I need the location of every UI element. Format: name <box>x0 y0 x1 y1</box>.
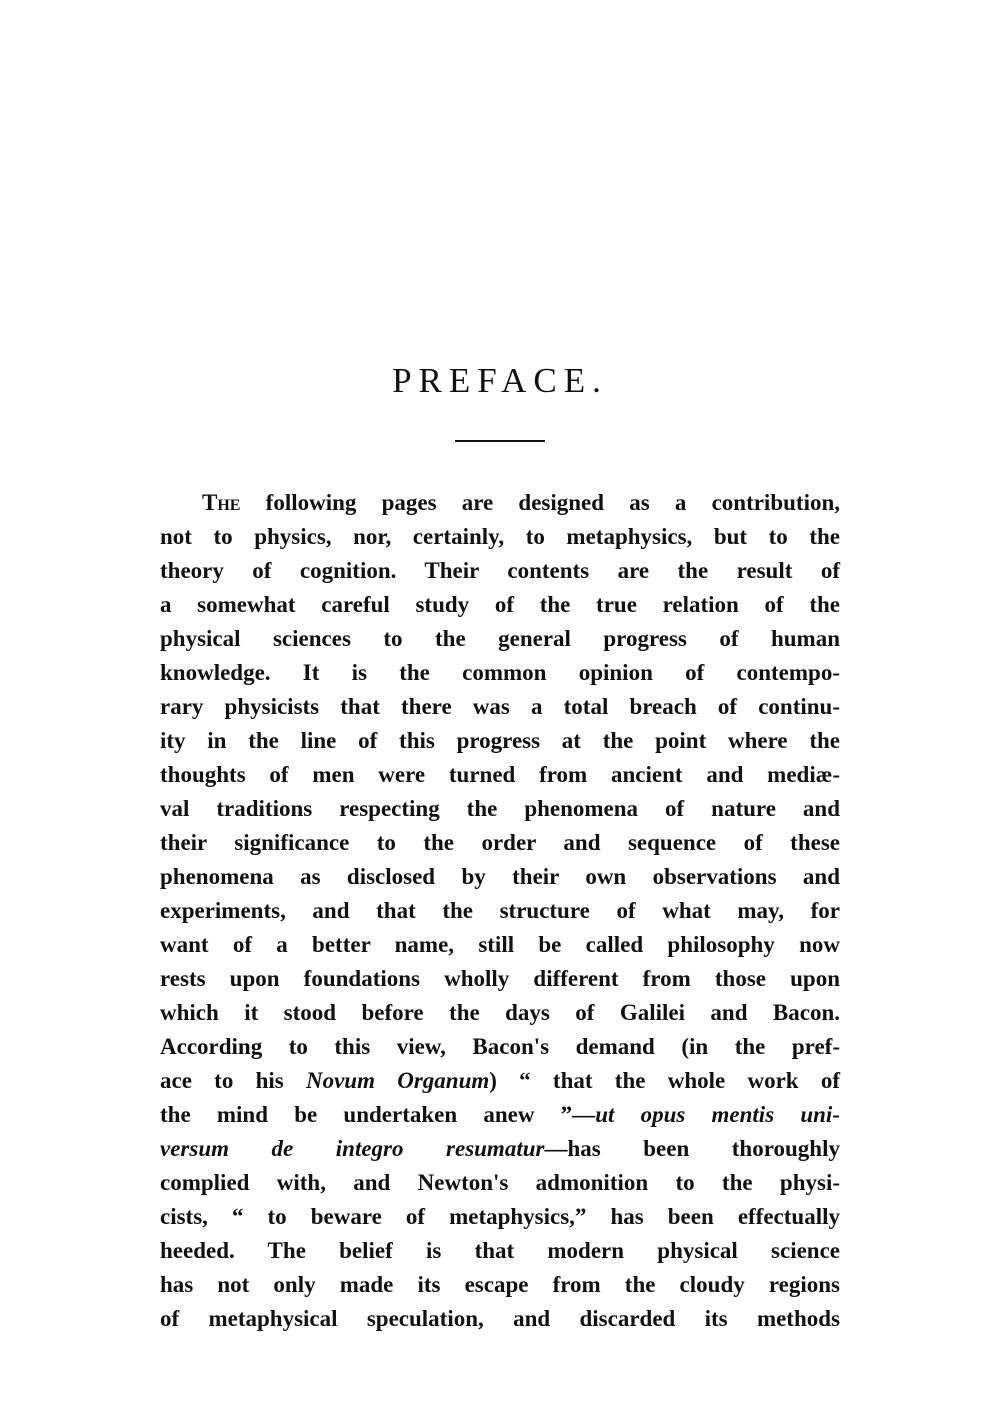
text-run: their significance to the order and sequence of these <box>160 830 840 855</box>
text-run: complied with, and Newton's admonition to the physi- <box>160 1170 840 1195</box>
text-run: theory of cognition. Their contents are the result of <box>160 558 840 583</box>
text-run: rary physicists that there was a total breach of continu- <box>160 694 840 719</box>
text-line <box>160 996 840 1030</box>
text-line <box>160 520 840 554</box>
text-run: thoughts of men were turned from ancient and mediæ- <box>160 762 840 787</box>
text-run: a somewhat careful study of the true relation of the <box>160 592 840 617</box>
text-line <box>160 1234 840 1268</box>
text-line <box>160 486 840 520</box>
text-line <box>160 554 840 588</box>
text-run: cists, “ to beware of metaphysics,” has been effectually <box>160 1204 840 1229</box>
text-line <box>160 826 840 860</box>
text-run: has not only made its escape from the cloudy regions <box>160 1272 840 1297</box>
text-line <box>160 1030 840 1064</box>
italic-text: ut opus mentis uni- <box>595 1102 840 1127</box>
text-run: phenomena as disclosed by their own observations and <box>160 864 840 889</box>
text-run: val traditions respecting the phenomena of nature and <box>160 796 840 821</box>
text-line <box>160 1064 840 1098</box>
text-line <box>160 588 840 622</box>
text-line <box>160 860 840 894</box>
text-line <box>160 928 840 962</box>
text-line <box>160 656 840 690</box>
text-run: —has been thoroughly <box>544 1136 840 1161</box>
text-line <box>160 1268 840 1302</box>
text-line <box>160 758 840 792</box>
text-line <box>160 724 840 758</box>
text-run: According to this view, Bacon's demand (in the pref- <box>160 1034 840 1059</box>
text-run: ace to his <box>160 1068 306 1093</box>
small-caps-text: The <box>202 490 241 515</box>
text-run: the mind be undertaken anew ”— <box>160 1102 596 1127</box>
text-line <box>160 962 840 996</box>
text-run: of metaphysical speculation, and discarded its methods <box>160 1306 840 1331</box>
text-line <box>160 894 840 928</box>
text-run: physical sciences to the general progress of human <box>160 626 840 651</box>
title-divider <box>455 440 545 442</box>
text-run: want of a better name, still be called philosophy now <box>160 932 840 957</box>
text-line <box>160 792 840 826</box>
text-line <box>160 690 840 724</box>
text-line <box>160 622 840 656</box>
text-line <box>160 1166 840 1200</box>
italic-text: Novum Organum <box>305 1068 490 1093</box>
preface-paragraph <box>160 486 840 1336</box>
text-line <box>160 1200 840 1234</box>
italic-text: versum de integro resumatur <box>160 1136 545 1161</box>
page-title: PREFACE. <box>392 361 608 400</box>
text-run: experiments, and that the structure of what may, for <box>160 898 840 923</box>
text-line <box>160 1098 840 1132</box>
text-run: heeded. The belief is that modern physical science <box>160 1238 840 1263</box>
text-run: ) “ that the whole work of <box>489 1068 840 1093</box>
text-run: knowledge. It is the common opinion of contempo- <box>160 660 840 685</box>
text-run: not to physics, nor, certainly, to metaphysics, but to the <box>160 524 840 549</box>
text-line <box>160 1302 840 1336</box>
text-run: ity in the line of this progress at the point where the <box>160 728 840 753</box>
text-run: rests upon foundations wholly different from those upon <box>160 966 840 991</box>
text-run: which it stood before the days of Galilei and Bacon. <box>160 1000 840 1025</box>
text-run: following pages are designed as a contribution, <box>240 490 840 515</box>
text-line <box>160 1132 840 1166</box>
